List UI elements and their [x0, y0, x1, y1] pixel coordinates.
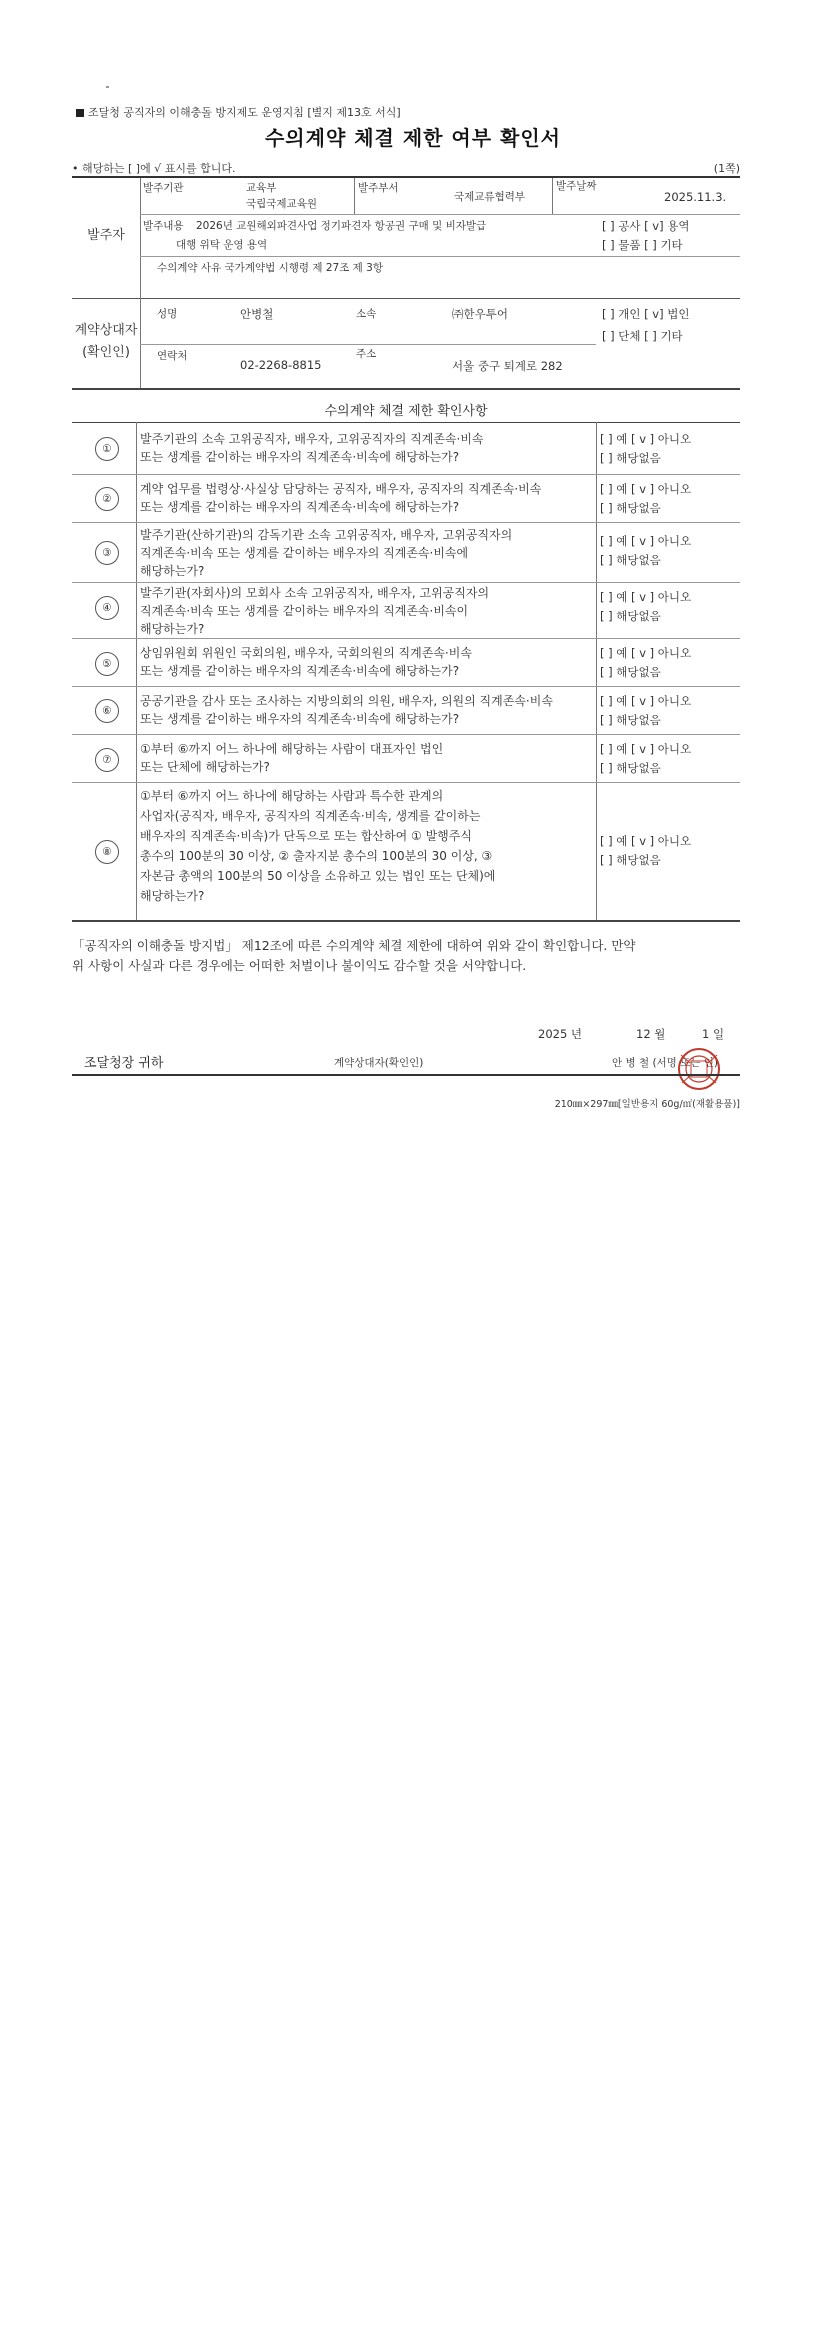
answer-yes-no: [ ] 예 [ v ] 아니오	[600, 534, 692, 548]
question-line: 상임위원회 위원인 국회의원, 배우자, 국회의원의 직계존속·비속	[140, 646, 472, 660]
top-rule	[72, 176, 740, 178]
question-line: 계약 업무를 법령상·사실상 담당하는 공직자, 배우자, 공직자의 직계존속·비속	[140, 482, 542, 496]
question-line: 배우자의 직계존속·비속)가 단독으로 또는 합산하여 ① 발행주식	[140, 829, 472, 843]
item-answer	[600, 832, 691, 870]
answer-na: [ ] 해당없음	[600, 451, 661, 465]
orderer-col-divider-2	[552, 178, 553, 214]
question-line: 총수의 100분의 30 이상, ② 출자지분 총수의 100분의 30 이상, ③	[140, 849, 493, 863]
item-number: ⑧	[95, 840, 119, 864]
answer-na: [ ] 해당없음	[600, 609, 661, 623]
pledge-statement	[72, 936, 740, 976]
agency-value-2: 국립국제교육원	[246, 198, 318, 210]
item-question	[140, 740, 595, 776]
item-answer	[600, 480, 691, 518]
signer-name: 안 병 철 (서명 또는 인)	[612, 1057, 719, 1069]
confirm-section-title: 수의계약 체결 제한 확인사항	[324, 404, 488, 419]
answer-yes-no: [ ] 예 [ v ] 아니오	[600, 742, 692, 756]
question-line: 직계존속·비속 또는 생계를 같이하는 배우자의 직계존속·비속이	[140, 604, 469, 618]
page-indicator: (1쪽)	[713, 162, 740, 175]
question-line: ①부터 ⑥까지 어느 하나에 해당하는 사람이 대표자인 법인	[140, 742, 444, 756]
orderer-type-line-2: [ ] 물품 [ ] 기타	[602, 238, 683, 252]
item-divider	[72, 782, 740, 783]
confirm-num-divider	[136, 422, 137, 920]
contractor-bottom-line	[72, 388, 740, 390]
answer-na: [ ] 해당없음	[600, 713, 661, 727]
item-divider	[72, 522, 740, 523]
item-answer	[600, 588, 691, 626]
scan-speck	[106, 86, 109, 88]
contractor-type-line-1: [ ] 개인 [ v] 법인	[602, 307, 690, 321]
orderer-row-line-2	[140, 256, 740, 257]
item-question	[140, 430, 595, 466]
answer-yes-no: [ ] 예 [ v ] 아니오	[600, 482, 692, 496]
item-number: ④	[95, 596, 119, 620]
instruction-row	[72, 160, 740, 176]
pledge-line-1: 「공직자의 이해충돌 방지법」 제12조에 따른 수의계약 체결 제한에 대하여 위와 같이 확인합니다. 만약	[72, 938, 636, 953]
question-line: 자본금 총액의 100분의 50 이상을 소유하고 있는 법인 또는 단체)에	[140, 869, 496, 883]
answer-yes-no: [ ] 예 [ v ] 아니오	[600, 694, 692, 708]
square-bullet-icon	[76, 109, 84, 117]
contractor-section-label	[72, 320, 140, 364]
agency-label: 발주기관	[143, 182, 184, 194]
question-line: ①부터 ⑥까지 어느 하나에 해당하는 사람과 특수한 관계의	[140, 789, 444, 803]
item-divider	[72, 474, 740, 475]
confirm-ans-divider	[596, 422, 597, 920]
answer-yes-no: [ ] 예 [ v ] 아니오	[600, 834, 692, 848]
answer-na: [ ] 해당없음	[600, 553, 661, 567]
question-line: 발주기관(자회사)의 모회사 소속 고위공직자, 배우자, 고위공직자의	[140, 586, 490, 600]
item-question	[140, 692, 595, 728]
contractor-label-2: (확인인)	[82, 345, 130, 360]
answer-yes-no: [ ] 예 [ v ] 아니오	[600, 646, 692, 660]
item-number: ①	[95, 437, 119, 461]
sign-month: 12 월	[636, 1027, 666, 1041]
question-line: 또는 생계를 같이하는 배우자의 직계존속·비속에 해당하는가?	[140, 450, 460, 464]
item-question	[140, 526, 595, 580]
contractor-row-line	[140, 344, 596, 345]
answer-na: [ ] 해당없음	[600, 853, 661, 867]
contact-value: 02-2268-8815	[240, 358, 322, 372]
content-label: 발주내용	[143, 220, 184, 232]
question-line: 해당하는가?	[140, 564, 205, 578]
item-number: ⑦	[95, 748, 119, 772]
address-label: 주소	[356, 348, 377, 360]
item-answer	[600, 430, 691, 468]
contractor-divider	[140, 298, 141, 388]
contact-label: 연락처	[157, 350, 188, 362]
answer-na: [ ] 해당없음	[600, 761, 661, 775]
orderer-bottom-line	[72, 298, 740, 299]
dept-label: 발주부서	[358, 182, 399, 194]
item-question	[140, 644, 595, 680]
question-line: 또는 단체에 해당하는가?	[140, 760, 270, 774]
confirm-title-line	[72, 422, 740, 423]
address-value: 서울 중구 퇴계로 282	[452, 359, 563, 373]
regulation-text: 조달청 공직자의 이해충돌 방지제도 운영지침 [별지 제13호 서식]	[88, 106, 401, 119]
orderer-row-line-1	[140, 214, 740, 215]
content-value-1: 2026년 교원해외파견사업 정기파견자 항공권 구매 및 비자발급	[196, 220, 487, 232]
question-line: 사업자(공직자, 배우자, 공직자의 직계존속·비속, 생계를 같이하는	[140, 809, 481, 823]
answer-yes-no: [ ] 예 [ v ] 아니오	[600, 432, 692, 446]
date-value: 2025.11.3.	[664, 190, 727, 204]
name-label: 성명	[157, 308, 178, 320]
item-divider	[72, 638, 740, 639]
item-divider	[72, 734, 740, 735]
answer-na: [ ] 해당없음	[600, 665, 661, 679]
orderer-col-divider-1	[354, 178, 355, 214]
pledge-line-2: 위 사항이 사실과 다른 경우에는 어떠한 처벌이나 불이익도 감수할 것을 서약합니다.	[72, 958, 527, 973]
contractor-type-line-2: [ ] 단체 [ ] 기타	[602, 329, 683, 343]
item-answer	[600, 740, 691, 778]
item-question	[140, 584, 595, 638]
addressee: 조달청장 귀하	[84, 1056, 164, 1071]
item-answer	[600, 644, 691, 682]
item-number: ⑤	[95, 652, 119, 676]
date-label: 발주날짜	[556, 180, 597, 192]
sign-year: 2025 년	[538, 1027, 583, 1041]
answer-yes-no: [ ] 예 [ v ] 아니오	[600, 590, 692, 604]
sign-day: 1 일	[702, 1027, 725, 1041]
contract-reason: 수의계약 사유 국가계약법 시행령 제 27조 제 3항	[157, 262, 383, 274]
question-line: 직계존속·비속 또는 생계를 같이하는 배우자의 직계존속·비속에	[140, 546, 469, 560]
question-line: 또는 생계를 같이하는 배우자의 직계존속·비속에 해당하는가?	[140, 712, 460, 726]
name-value: 안병철	[240, 307, 274, 321]
affiliation-value: ㈜한우투어	[452, 307, 508, 321]
item-answer	[600, 532, 691, 570]
item-number: ③	[95, 541, 119, 565]
answer-na: [ ] 해당없음	[600, 501, 661, 515]
item-question	[140, 786, 595, 906]
orderer-type-line-1: [ ] 공사 [ v] 용역	[602, 219, 690, 233]
paper-spec-note: 210㎜×297㎜[일반용지 60g/㎡(재활용품)]	[554, 1099, 740, 1110]
orderer-divider	[140, 178, 141, 298]
seal-outer-ring	[679, 1049, 719, 1089]
content-value-2: 대행 위탁 운영 용역	[176, 239, 268, 251]
dept-value: 국제교류협력부	[454, 191, 526, 203]
item-number: ⑥	[95, 699, 119, 723]
question-line: 해당하는가?	[140, 889, 205, 903]
orderer-section-label: 발주자	[87, 228, 125, 243]
confirm-bottom-line	[72, 920, 740, 922]
question-line: 해당하는가?	[140, 622, 205, 636]
item-question	[140, 480, 595, 516]
seal-inner-ring	[686, 1056, 712, 1082]
item-number: ②	[95, 487, 119, 511]
contractor-label-1: 계약상대자	[74, 323, 138, 338]
agency-value-1: 교육부	[246, 182, 277, 194]
page-title: 수의계약 체결 제한 여부 확인서	[264, 126, 561, 150]
question-line: 공공기관을 감사 또는 조사하는 지방의회의 의원, 배우자, 의원의 직계존속·비속	[140, 694, 553, 708]
signature-rule	[72, 1074, 740, 1076]
question-line: 발주기관(산하기관)의 감독기관 소속 고위공직자, 배우자, 고위공직자의	[140, 528, 513, 542]
instruction-note: • 해당하는 [ ]에 √ 표시를 합니다.	[72, 162, 236, 175]
question-line: 또는 생계를 같이하는 배우자의 직계존속·비속에 해당하는가?	[140, 500, 460, 514]
question-line: 또는 생계를 같이하는 배우자의 직계존속·비속에 해당하는가?	[140, 664, 460, 678]
affiliation-label: 소속	[356, 308, 377, 320]
question-line: 발주기관의 소속 고위공직자, 배우자, 고위공직자의 직계존속·비속	[140, 432, 484, 446]
item-answer	[600, 692, 691, 730]
item-divider	[72, 686, 740, 687]
company-seal-stamp	[666, 1045, 736, 1091]
contractor-sign-label: 계약상대자(확인인)	[334, 1057, 424, 1069]
regulation-reference	[76, 104, 401, 120]
item-divider	[72, 582, 740, 583]
